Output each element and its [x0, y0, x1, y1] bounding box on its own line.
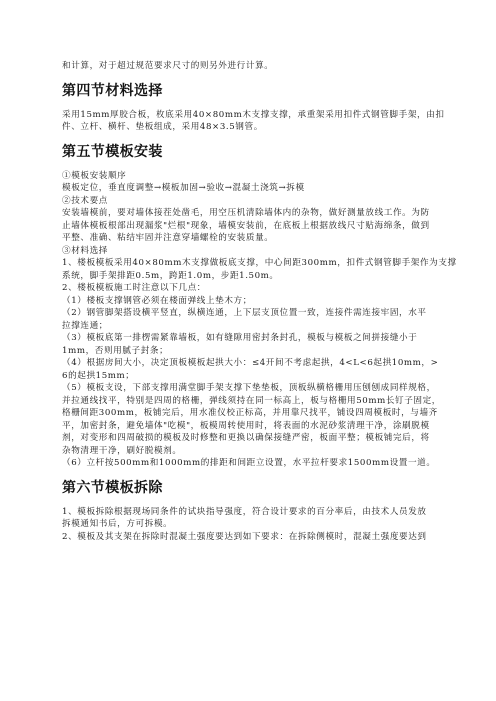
paragraph-line: （5）模板支设，下部支撑用满堂脚手架支撑下垫垫板，顶板纵横格栅用压刨刨成同样规格， — [62, 383, 436, 393]
paragraph-line: 模板定位，垂直度调整→模板加固→验收→混凝土浇筑→拆模 — [62, 183, 305, 193]
paragraph-line: 2、楼板模板施工时注意以下几点： — [62, 283, 206, 293]
paragraph-line: 件、立杆、横杆、垫板组成，采用48×3.5钢管。 — [62, 122, 263, 132]
paragraph-line: 1、模板拆除根据现场同条件的试块指导强度，符合设计要求的百分率后，由技术人员发放 — [62, 506, 427, 517]
paragraph-line: 止墙体模板根部出现漏浆"烂根"现象，墙模安装前，在底板上根据放线尺寸贴海绵条，做到 — [62, 220, 430, 231]
paragraph-line: （3）模板底第一排楞需紧靠墙板，如有缝隙用密封条封孔，模板与模板之间拼接缝小于 — [62, 333, 418, 343]
section-4-heading: 第四节材料选择 — [62, 82, 163, 99]
paragraph-line: 采用15mm厚胶合板，枚底采用40×80mm木支撑支撑，承重架采用扣件式钢管脚手架，由扣 — [62, 109, 445, 120]
paragraph-line: 安装墙模前，要对墙体接茬处凿毛，用空压机清除墙体内的杂物，做好测量放线工作。为防 — [62, 208, 430, 218]
paragraph-line: 杂物清理干净，刷好脱模剂。 — [62, 445, 182, 456]
paragraph-line: 平，加密封条，避免墙体"吃模"，板模周转使用时，将表面的水泥砂浆清理干净，涂刷脱模 — [62, 420, 430, 431]
paragraph-line: 2、模板及其支架在拆除时混凝土强度要达到如下要求：在拆除侧模时，混凝土强度要达到 — [62, 531, 427, 542]
paragraph-line: （1）楼板支撑钢管必须在楼面弹线上垫木方； — [62, 295, 252, 306]
paragraph-line: ②技术要点 — [62, 195, 108, 206]
paragraph-line: 格栅间距300mm，板铺完后，用水准仪校正标高，并用靠尺找平，铺设四周模板时，与墙齐 — [62, 408, 438, 418]
paragraph-line: 6的起拱15mm； — [62, 370, 135, 381]
paragraph-line: 1mm，否则用腻子封条； — [62, 345, 169, 356]
intro-text: 和计算，对于超过规范要求尺寸的则另外进行计算。 — [62, 61, 274, 71]
paragraph-line: 剂，对变形和四周破损的模板及时修整和更换以确保接缝严密，板面平整；模板铺完后，将 — [62, 433, 430, 443]
section-5-heading: 第五节模板安装 — [62, 143, 163, 160]
paragraph-line: ③材料选择 — [62, 245, 108, 256]
paragraph-line: 平整、准确、粘结牢固并注意穿墙螺栓的安装质量。 — [62, 233, 274, 243]
document-page — [62, 60, 457, 543]
paragraph-line: （4）根据房间大小，决定顶板模板起拱大小：≤4开间不考虑起拱，4<L<6起拱10mm，> — [62, 358, 439, 368]
paragraph-line: 1、楼板模板采用40×80mm木支撑做板底支撑，中心间距300mm，扣件式钢管脚手架作为支撑 — [62, 258, 457, 268]
paragraph-line: ①模板安装顺序 — [62, 170, 127, 181]
section-6-heading: 第六节模板拆除 — [62, 479, 163, 496]
paragraph-line: （6）立杆按500mm和1000mm的排距和间距立设置，水平拉杆要求1500mm设置一道。 — [62, 458, 436, 468]
paragraph-line: （2）钢管脚架搭设横平竖直，纵横连通，上下层支顶位置一致，连接件需连接牢固，水平 — [62, 308, 427, 318]
paragraph-line: 并拉通线找平，特别是四周的格栅，弹线须持在同一标高上，板与格栅用50mm长钉子固定， — [62, 395, 441, 406]
paragraph-line: 拉撑连通； — [62, 320, 108, 331]
paragraph-line: 拆模通知书后，方可拆模。 — [62, 519, 173, 529]
paragraph-line: 系统，脚手架排距0.5m，跨距1.0m，步距1.50m。 — [62, 270, 279, 281]
